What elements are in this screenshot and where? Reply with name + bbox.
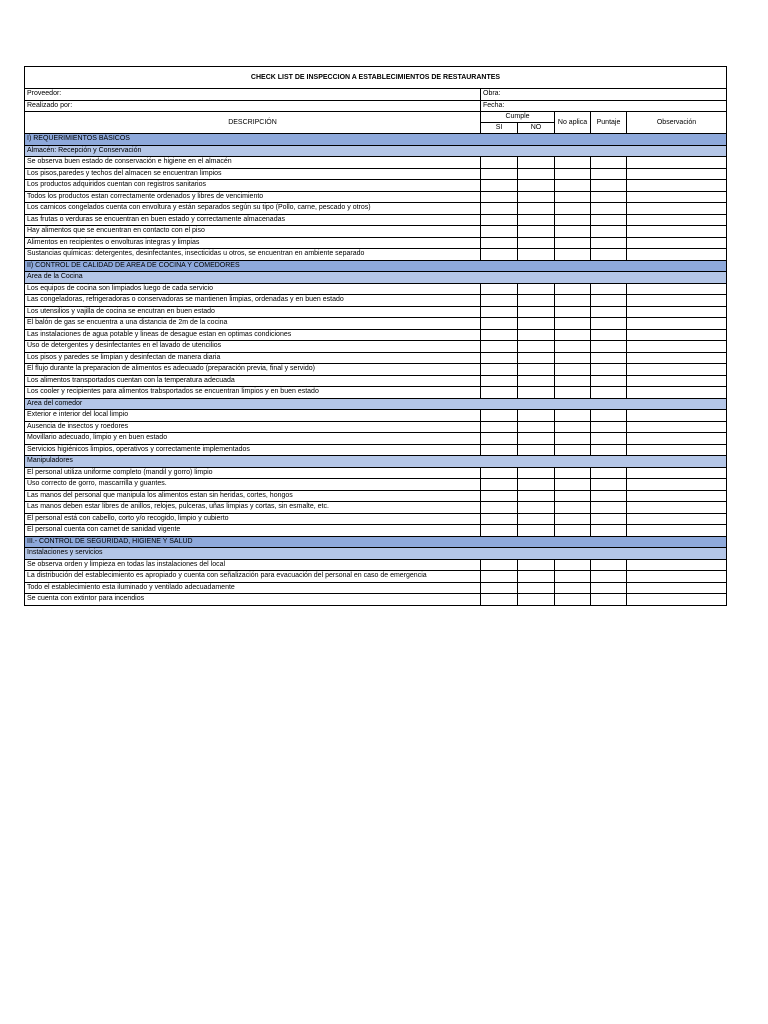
item-description: Las manos deben estar libres de anillos, relojes, pulceras, uñas limpias y cortas, sin esmalte, etc.	[25, 502, 481, 514]
checklist-item-row	[25, 214, 727, 226]
no-aplica-cell[interactable]	[555, 168, 591, 180]
no-cell[interactable]	[518, 502, 555, 514]
si-cell[interactable]	[481, 582, 518, 594]
puntaje-cell[interactable]	[591, 237, 627, 249]
item-description: La distribución del establecimiento es apropiado y cuenta con señalización para evacuación del personal en caso de emergencia	[25, 571, 481, 583]
observacion-cell[interactable]	[627, 571, 727, 583]
item-description: Sustancias químicas: detergentes, desinfectantes, insecticidas u otros, se encuentran en ambiente separado	[25, 249, 481, 261]
observacion-cell[interactable]	[627, 410, 727, 422]
item-description: El personal cuenta con carnet de sanidad vigente	[25, 525, 481, 537]
checklist-item-row	[25, 490, 727, 502]
no-aplica-cell[interactable]	[555, 410, 591, 422]
si-cell[interactable]	[481, 237, 518, 249]
observacion-cell[interactable]	[627, 341, 727, 353]
checklist-item-row	[25, 180, 727, 192]
puntaje-cell[interactable]	[591, 318, 627, 330]
no-aplica-cell[interactable]	[555, 214, 591, 226]
no-aplica-cell[interactable]	[555, 525, 591, 537]
puntaje-cell[interactable]	[591, 180, 627, 192]
no-aplica-cell[interactable]	[555, 559, 591, 571]
subsection-title: Almacén: Recepción y Conservación	[25, 145, 727, 157]
si-cell[interactable]	[481, 226, 518, 238]
no-aplica-cell[interactable]	[555, 191, 591, 203]
no-aplica-cell[interactable]	[555, 594, 591, 606]
observacion-cell[interactable]	[627, 594, 727, 606]
checklist-item-row	[25, 364, 727, 376]
no-cell[interactable]	[518, 318, 555, 330]
cumple-header: Cumple	[481, 112, 555, 123]
checklist-item-row	[25, 375, 727, 387]
item-description: Los pisos,paredes y techos del almacen se encuentran limpios	[25, 168, 481, 180]
obra-field[interactable]: Obra:	[481, 89, 727, 101]
checklist-item-row	[25, 191, 727, 203]
observacion-cell[interactable]	[627, 433, 727, 445]
checklist-item-row	[25, 249, 727, 261]
realizado-field[interactable]: Realizado por:	[25, 100, 481, 112]
checklist-table	[24, 66, 727, 606]
observacion-cell[interactable]	[627, 283, 727, 295]
no-cell[interactable]	[518, 410, 555, 422]
no-aplica-cell[interactable]	[555, 433, 591, 445]
item-description: Los pisos y paredes se limpian y desinfectan de manera diaria	[25, 352, 481, 364]
no-cell[interactable]	[518, 237, 555, 249]
si-cell[interactable]	[481, 525, 518, 537]
checklist-item-row	[25, 571, 727, 583]
checklist-item-row	[25, 226, 727, 238]
no-aplica-cell[interactable]	[555, 352, 591, 364]
si-header: SI	[481, 123, 518, 134]
item-description: El personal está con cabello, corto y/o recogido, limpio y cubierto	[25, 513, 481, 525]
observacion-cell[interactable]	[627, 352, 727, 364]
observacion-cell[interactable]	[627, 559, 727, 571]
no-cell[interactable]	[518, 444, 555, 456]
checklist-item-row	[25, 387, 727, 399]
no-cell[interactable]	[518, 375, 555, 387]
item-description: Las instalaciones de agua potable y lineas de desague estan en optimas condiciones	[25, 329, 481, 341]
no-cell[interactable]	[518, 191, 555, 203]
no-aplica-cell[interactable]	[555, 364, 591, 376]
si-cell[interactable]	[481, 214, 518, 226]
si-cell[interactable]	[481, 191, 518, 203]
si-cell[interactable]	[481, 387, 518, 399]
no-cell[interactable]	[518, 421, 555, 433]
subsection-row	[25, 456, 727, 468]
no-aplica-cell[interactable]	[555, 387, 591, 399]
item-description: Todos los productos estan correctamente ordenados y libres de vencimiento	[25, 191, 481, 203]
si-cell[interactable]	[481, 168, 518, 180]
item-description: Las manos del personal que manipula los alimentos estan sin heridas, cortes, hongos	[25, 490, 481, 502]
no-cell[interactable]	[518, 341, 555, 353]
no-cell[interactable]	[518, 226, 555, 238]
no-aplica-cell[interactable]	[555, 306, 591, 318]
checklist-item-row	[25, 502, 727, 514]
no-cell[interactable]	[518, 295, 555, 307]
si-cell[interactable]	[481, 479, 518, 491]
observacion-cell[interactable]	[627, 237, 727, 249]
si-cell[interactable]	[481, 375, 518, 387]
no-header: NO	[518, 123, 555, 134]
puntaje-cell[interactable]	[591, 490, 627, 502]
observacion-cell[interactable]	[627, 490, 727, 502]
subsection-title: Area del comedor	[25, 398, 727, 410]
checklist-item-row	[25, 341, 727, 353]
item-description: El personal utiliza uniforme completo (mandil y gorro) limpio	[25, 467, 481, 479]
no-cell[interactable]	[518, 214, 555, 226]
no-cell[interactable]	[518, 387, 555, 399]
item-description: Los carnicos congelados cuenta con envoltura y están separados según su tipo (Pollo, carne, pescado y otros)	[25, 203, 481, 215]
no-aplica-cell[interactable]	[555, 444, 591, 456]
puntaje-cell[interactable]	[591, 479, 627, 491]
si-cell[interactable]	[481, 318, 518, 330]
si-cell[interactable]	[481, 467, 518, 479]
no-cell[interactable]	[518, 283, 555, 295]
si-cell[interactable]	[481, 559, 518, 571]
observacion-cell[interactable]	[627, 502, 727, 514]
checklist-item-row	[25, 433, 727, 445]
checklist-item-row	[25, 421, 727, 433]
si-cell[interactable]	[481, 249, 518, 261]
item-description: Los productos adquiridos cuentan con registros sanitarios	[25, 180, 481, 192]
checklist-item-row	[25, 594, 727, 606]
observacion-cell[interactable]	[627, 214, 727, 226]
no-aplica-cell[interactable]	[555, 490, 591, 502]
puntaje-cell[interactable]	[591, 513, 627, 525]
puntaje-cell[interactable]	[591, 467, 627, 479]
checklist-item-row	[25, 582, 727, 594]
puntaje-cell[interactable]	[591, 214, 627, 226]
no-cell[interactable]	[518, 203, 555, 215]
si-cell[interactable]	[481, 594, 518, 606]
puntaje-cell[interactable]	[591, 410, 627, 422]
section-title: III.- CONTROL DE SEGURIDAD, HIGIENE Y SALUD	[25, 536, 727, 548]
subsection-title: Area de la Cocina	[25, 272, 727, 284]
item-description: El flujo durante la preparacion de alimentos es adecuado (preparación previa, final y servido)	[25, 364, 481, 376]
no-cell[interactable]	[518, 571, 555, 583]
observacion-cell[interactable]	[627, 318, 727, 330]
no-aplica-cell[interactable]	[555, 571, 591, 583]
puntaje-cell[interactable]	[591, 594, 627, 606]
si-cell[interactable]	[481, 433, 518, 445]
si-cell[interactable]	[481, 421, 518, 433]
puntaje-cell[interactable]	[591, 306, 627, 318]
observacion-cell[interactable]	[627, 375, 727, 387]
checklist-item-row	[25, 168, 727, 180]
observacion-cell[interactable]	[627, 249, 727, 261]
puntaje-cell[interactable]	[591, 203, 627, 215]
checklist-item-row	[25, 352, 727, 364]
puntaje-cell[interactable]	[591, 249, 627, 261]
observacion-cell[interactable]	[627, 329, 727, 341]
si-cell[interactable]	[481, 295, 518, 307]
checklist-item-row	[25, 479, 727, 491]
observacion-cell[interactable]	[627, 479, 727, 491]
no-cell[interactable]	[518, 479, 555, 491]
item-description: Los utensilios y vajilla de cocina se encutran en buen estado	[25, 306, 481, 318]
puntaje-cell[interactable]	[591, 525, 627, 537]
no-aplica-cell[interactable]	[555, 582, 591, 594]
no-aplica-cell[interactable]	[555, 375, 591, 387]
no-cell[interactable]	[518, 157, 555, 169]
puntaje-cell[interactable]	[591, 364, 627, 376]
item-description: Se cuenta con extintor para incendios	[25, 594, 481, 606]
si-cell[interactable]	[481, 203, 518, 215]
checklist-item-row	[25, 295, 727, 307]
section-row	[25, 134, 727, 146]
no-cell[interactable]	[518, 249, 555, 261]
puntaje-header: Puntaje	[591, 112, 627, 134]
no-cell[interactable]	[518, 352, 555, 364]
item-description: Se observa orden y limpieza en todas las instalaciones del local	[25, 559, 481, 571]
subsection-title: Instalaciones y servicios	[25, 548, 727, 560]
descripcion-header: DESCRIPCIÓN	[25, 112, 481, 134]
puntaje-cell[interactable]	[591, 444, 627, 456]
si-cell[interactable]	[481, 283, 518, 295]
si-cell[interactable]	[481, 157, 518, 169]
no-aplica-cell[interactable]	[555, 479, 591, 491]
no-aplica-cell[interactable]	[555, 318, 591, 330]
proveedor-field[interactable]: Proveedor:	[25, 89, 481, 101]
si-cell[interactable]	[481, 329, 518, 341]
item-description: Servicios higiénicos limpios, operativos y correctamente implementados	[25, 444, 481, 456]
si-cell[interactable]	[481, 513, 518, 525]
item-description: Movillario adecuado, limpio y en buen estado	[25, 433, 481, 445]
puntaje-cell[interactable]	[591, 375, 627, 387]
checklist-item-row	[25, 559, 727, 571]
subsection-title: Manipuladores	[25, 456, 727, 468]
si-cell[interactable]	[481, 490, 518, 502]
subsection-row	[25, 145, 727, 157]
puntaje-cell[interactable]	[591, 433, 627, 445]
observacion-cell[interactable]	[627, 306, 727, 318]
no-cell[interactable]	[518, 490, 555, 502]
section-title: II) CONTROL DE CALIDAD DE AREA DE COCINA Y COMEDORES	[25, 260, 727, 272]
subsection-row	[25, 548, 727, 560]
item-description: Uso correcto de gorro, mascarrilla y guantes.	[25, 479, 481, 491]
no-aplica-cell[interactable]	[555, 203, 591, 215]
checklist-item-row	[25, 525, 727, 537]
item-description: Ausencia de insectos y roedores	[25, 421, 481, 433]
puntaje-cell[interactable]	[591, 295, 627, 307]
item-description: Exterior e interior del local limpio	[25, 410, 481, 422]
no-aplica-cell[interactable]	[555, 502, 591, 514]
section-title: I) REQUERIMIENTOS BÁSICOS	[25, 134, 727, 146]
item-description: Uso de detergentes y desinfectantes en el lavado de utencilios	[25, 341, 481, 353]
item-description: Los alimentos transportados cuentan con la temperatura adecuada	[25, 375, 481, 387]
puntaje-cell[interactable]	[591, 352, 627, 364]
observacion-cell[interactable]	[627, 364, 727, 376]
si-cell[interactable]	[481, 180, 518, 192]
checklist-item-row	[25, 157, 727, 169]
realizado-row	[25, 100, 727, 112]
si-cell[interactable]	[481, 306, 518, 318]
section-row	[25, 536, 727, 548]
observacion-cell[interactable]	[627, 513, 727, 525]
puntaje-cell[interactable]	[591, 329, 627, 341]
no-aplica-header: No aplica	[555, 112, 591, 134]
si-cell[interactable]	[481, 571, 518, 583]
puntaje-cell[interactable]	[591, 226, 627, 238]
observacion-cell[interactable]	[627, 525, 727, 537]
page-title: CHECK LIST DE INSPECCION A ESTABLECIMIENTOS DE RESTAURANTES	[25, 67, 727, 89]
no-aplica-cell[interactable]	[555, 249, 591, 261]
observacion-cell[interactable]	[627, 203, 727, 215]
puntaje-cell[interactable]	[591, 421, 627, 433]
item-description: Se observa buen estado de conservación e higiene en el almacén	[25, 157, 481, 169]
checklist-item-row	[25, 444, 727, 456]
no-aplica-cell[interactable]	[555, 157, 591, 169]
no-aplica-cell[interactable]	[555, 180, 591, 192]
checklist-item-row	[25, 513, 727, 525]
observacion-cell[interactable]	[627, 467, 727, 479]
observacion-cell[interactable]	[627, 444, 727, 456]
item-description: Las congeladoras, refrigeradoras o conservadoras se mantienen limpias, ordenadas y en buen estado	[25, 295, 481, 307]
puntaje-cell[interactable]	[591, 571, 627, 583]
observacion-header: Observación	[627, 112, 727, 134]
no-cell[interactable]	[518, 180, 555, 192]
no-cell[interactable]	[518, 329, 555, 341]
checklist-item-row	[25, 203, 727, 215]
no-cell[interactable]	[518, 594, 555, 606]
puntaje-cell[interactable]	[591, 582, 627, 594]
si-cell[interactable]	[481, 364, 518, 376]
puntaje-cell[interactable]	[591, 157, 627, 169]
no-aplica-cell[interactable]	[555, 237, 591, 249]
no-cell[interactable]	[518, 513, 555, 525]
no-cell[interactable]	[518, 559, 555, 571]
subsection-row	[25, 272, 727, 284]
si-cell[interactable]	[481, 341, 518, 353]
checklist-item-row	[25, 410, 727, 422]
puntaje-cell[interactable]	[591, 191, 627, 203]
checklist-item-row	[25, 329, 727, 341]
puntaje-cell[interactable]	[591, 283, 627, 295]
item-description: Los cooler y recipientes para alimentos trabsportados se encuentran limpios y en buen estado	[25, 387, 481, 399]
item-description: Hay alimentos que se encuentran en contacto con el piso	[25, 226, 481, 238]
observacion-cell[interactable]	[627, 421, 727, 433]
observacion-cell[interactable]	[627, 295, 727, 307]
observacion-cell[interactable]	[627, 226, 727, 238]
no-aplica-cell[interactable]	[555, 329, 591, 341]
no-aplica-cell[interactable]	[555, 467, 591, 479]
observacion-cell[interactable]	[627, 180, 727, 192]
no-cell[interactable]	[518, 306, 555, 318]
no-cell[interactable]	[518, 433, 555, 445]
no-aplica-cell[interactable]	[555, 421, 591, 433]
checklist-item-row	[25, 318, 727, 330]
puntaje-cell[interactable]	[591, 168, 627, 180]
observacion-cell[interactable]	[627, 582, 727, 594]
item-description: Alimentos en recipientes o envolturas integras y limpias	[25, 237, 481, 249]
item-description: Los equipos de cocina son limpiados luego de cada servicio	[25, 283, 481, 295]
title-row	[25, 67, 727, 89]
no-cell[interactable]	[518, 525, 555, 537]
no-cell[interactable]	[518, 168, 555, 180]
checklist-item-row	[25, 237, 727, 249]
puntaje-cell[interactable]	[591, 387, 627, 399]
no-cell[interactable]	[518, 364, 555, 376]
observacion-cell[interactable]	[627, 157, 727, 169]
si-cell[interactable]	[481, 444, 518, 456]
no-aplica-cell[interactable]	[555, 341, 591, 353]
observacion-cell[interactable]	[627, 168, 727, 180]
no-cell[interactable]	[518, 582, 555, 594]
puntaje-cell[interactable]	[591, 341, 627, 353]
header-row-1	[25, 112, 727, 123]
no-cell[interactable]	[518, 467, 555, 479]
si-cell[interactable]	[481, 352, 518, 364]
fecha-field[interactable]: Fecha:	[481, 100, 727, 112]
puntaje-cell[interactable]	[591, 502, 627, 514]
no-aplica-cell[interactable]	[555, 295, 591, 307]
item-description: Todo el establecimiento esta iluminado y ventilado adecuadamente	[25, 582, 481, 594]
item-description: El balón de gas se encuentra a una distancia de 2m de la cocina	[25, 318, 481, 330]
puntaje-cell[interactable]	[591, 559, 627, 571]
observacion-cell[interactable]	[627, 387, 727, 399]
no-aplica-cell[interactable]	[555, 283, 591, 295]
si-cell[interactable]	[481, 410, 518, 422]
no-aplica-cell[interactable]	[555, 513, 591, 525]
checklist-item-row	[25, 306, 727, 318]
subsection-row	[25, 398, 727, 410]
checklist-item-row	[25, 283, 727, 295]
proveedor-row	[25, 89, 727, 101]
section-row	[25, 260, 727, 272]
item-description: Las frutas o verduras se encuentran en buen estado y correctamente almacenadas	[25, 214, 481, 226]
observacion-cell[interactable]	[627, 191, 727, 203]
si-cell[interactable]	[481, 502, 518, 514]
checklist-item-row	[25, 467, 727, 479]
no-aplica-cell[interactable]	[555, 226, 591, 238]
